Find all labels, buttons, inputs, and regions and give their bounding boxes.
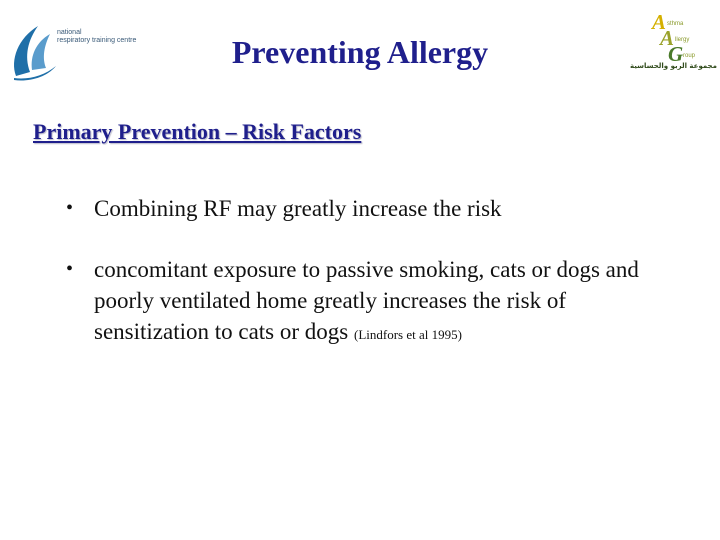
slide-title: Preventing Allergy xyxy=(231,34,489,70)
bullet-text-1: Combining RF may greatly increase the risk xyxy=(94,196,502,221)
aag-word-1: sthma xyxy=(667,21,684,27)
bullet-list xyxy=(66,193,666,380)
aag-word-2: llergy xyxy=(675,37,690,43)
nrtc-logo-line-2: respiratory training centre xyxy=(57,37,137,44)
bullet-citation-2: (Lindfors et al 1995) xyxy=(354,327,462,342)
aag-letter-2: A xyxy=(660,26,675,50)
nrtc-logo-line-1: national xyxy=(57,29,82,36)
aag-letter-3: G xyxy=(668,42,684,66)
aag-word-3: roup xyxy=(683,53,696,59)
slide-subtitle: Primary Prevention – Risk Factors xyxy=(33,119,362,144)
bullet-item-2 xyxy=(66,254,666,350)
bullet-item-1 xyxy=(66,193,666,224)
bullet-text-2: concomitant exposure to passive smoking, cats or dogs and poorly ventilated home greatly increases the risk of sensitization to cats or dogs xyxy=(94,257,639,344)
aag-arabic-text: مجموعة الربو والحساسية xyxy=(630,62,717,70)
aag-letter-1: A xyxy=(652,10,667,34)
